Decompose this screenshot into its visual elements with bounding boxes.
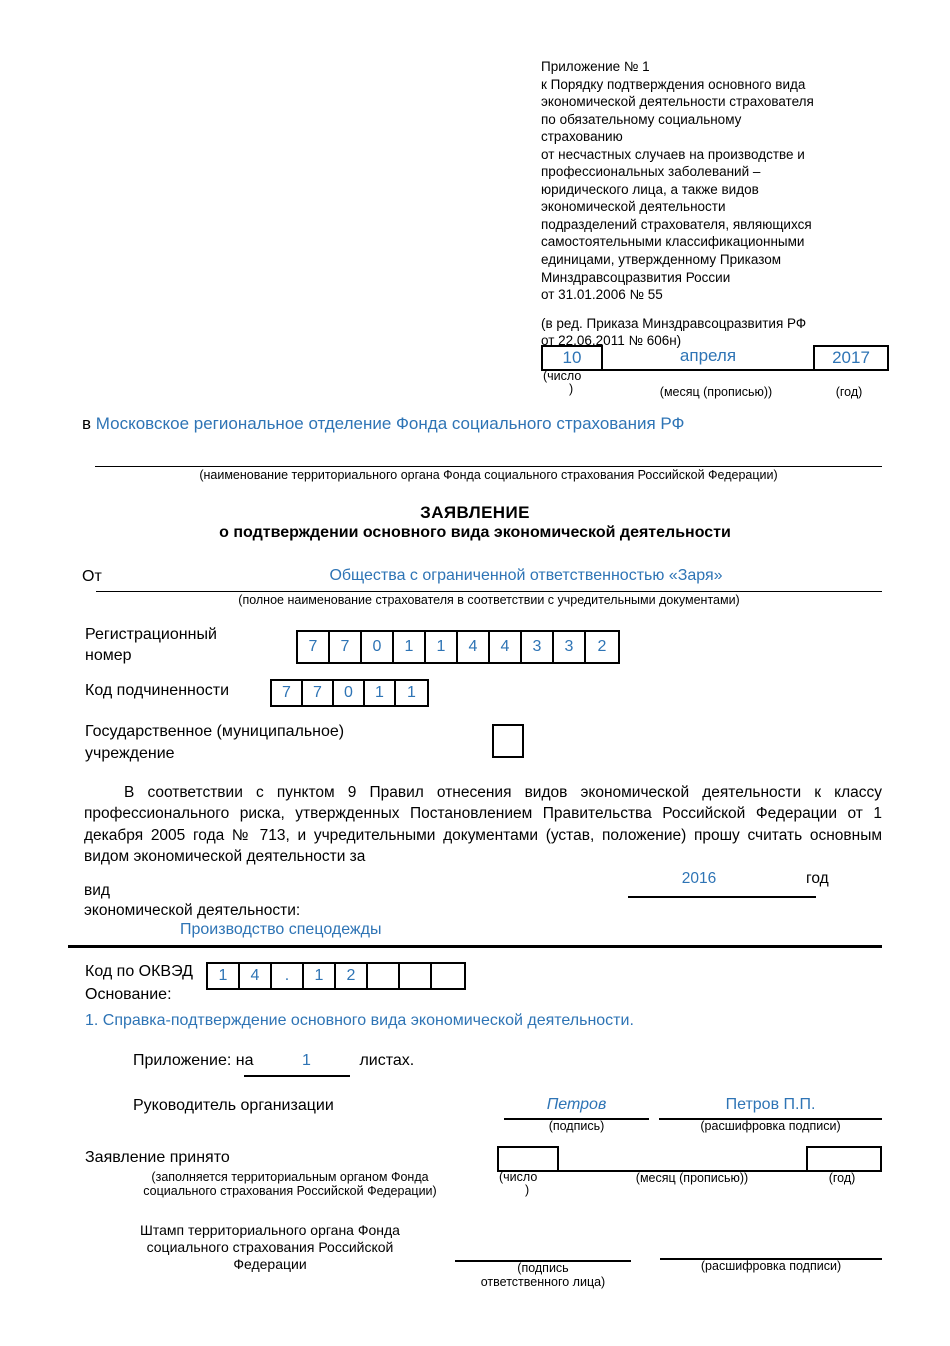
- head-name-field[interactable]: Петров П.П.: [725, 1096, 816, 1113]
- registration-number-field[interactable]: [296, 630, 620, 664]
- page-subtitle: о подтверждении основного вида экономической деятельности: [219, 524, 731, 541]
- addressee-caption: (наименование территориального органа Фонда социального страхования Российской Федерации): [199, 468, 778, 482]
- subordination-code-label: Код подчиненности: [85, 682, 230, 699]
- attachment-underline: [244, 1075, 350, 1077]
- subordination-digit[interactable]: 1: [407, 684, 416, 701]
- header-note-line-9: подразделений страхователя, являющихся: [541, 216, 812, 232]
- header-note-line-10: самостоятельными классификационными: [541, 234, 805, 250]
- registration-digit[interactable]: 4: [490, 632, 522, 662]
- basis-item-1: 1. Справка-подтверждение основного вида экономической деятельности.: [85, 1012, 634, 1029]
- accepted-date-row: [497, 1146, 882, 1172]
- okved-cell[interactable]: .: [272, 964, 304, 988]
- date-month-field[interactable]: апреля: [603, 345, 813, 371]
- header-note-block: [541, 58, 891, 350]
- accepted-day-caption: (число ): [499, 1170, 538, 1198]
- date-day-field[interactable]: 10: [541, 345, 603, 371]
- subordination-digit[interactable]: 0: [334, 681, 365, 705]
- date-row: [541, 345, 889, 371]
- registration-digit[interactable]: 1: [426, 632, 458, 662]
- header-note-line-6: профессиональных заболеваний –: [541, 164, 761, 180]
- okved-cell[interactable]: 1: [208, 964, 240, 988]
- economic-activity-rule: [68, 945, 882, 948]
- header-note-line-5: от несчастных случаев на производстве и: [541, 146, 805, 162]
- okved-cell[interactable]: 4: [240, 964, 272, 988]
- stamp-note: Штамп территориального органа Фонда социального страхования Российской Федерации: [140, 1222, 400, 1273]
- date-month-caption: (месяц (прописью)): [659, 385, 773, 399]
- addressee-value[interactable]: Московское региональное отделение Фонда социального страхования РФ: [95, 414, 685, 433]
- okved-cell[interactable]: [368, 964, 400, 988]
- subordination-digit[interactable]: 7: [303, 681, 334, 705]
- addressee-block: [82, 413, 882, 435]
- header-note-line-3: по обязательному социальному: [541, 111, 742, 127]
- page-title: ЗАЯВЛЕНИЕ: [420, 503, 530, 522]
- from-label: От: [82, 568, 102, 585]
- activity-year-field[interactable]: 2016: [681, 869, 717, 887]
- subordination-digit[interactable]: 1: [365, 681, 396, 705]
- body-paragraph-text: В соответствии с пунктом 9 Правил отнесения видов экономической деятельности к классу профессионального риска, утвержденных Постановлением Правительства Российской Федерации от 1 декабря 2005 года № 713, и учредительными документами (устав, положение) прошу считать основным видом экономической деятельности за: [84, 784, 882, 866]
- date-year-caption: (год): [835, 385, 863, 399]
- okved-code-field[interactable]: [206, 962, 466, 990]
- registration-digit[interactable]: 3: [554, 632, 586, 662]
- okved-label: Код по ОКВЭД: [85, 963, 193, 980]
- application-accepted-note: (заполняется территориальным органом Фонда социального страхования Российской Федерации): [143, 1170, 437, 1199]
- okved-cell[interactable]: [432, 964, 464, 988]
- activity-year-underline: [628, 896, 816, 898]
- subordination-code-field[interactable]: [270, 679, 429, 707]
- basis-label: Основание:: [85, 986, 172, 1003]
- header-note-line-2: экономической деятельности страхователя: [541, 94, 814, 110]
- header-note-line-12: Минздравсоцразвития России: [541, 269, 731, 285]
- accepted-day-field[interactable]: [497, 1146, 559, 1172]
- okved-cell[interactable]: 1: [304, 964, 336, 988]
- application-accepted-label: Заявление принято: [85, 1149, 230, 1166]
- header-revision-line-1: (в ред. Приказа Минздравсоцразвития РФ: [541, 315, 807, 331]
- addressee-rule: [95, 466, 882, 467]
- from-rule: [96, 591, 882, 592]
- vid-word: вид: [84, 882, 110, 899]
- header-note-line-7: юридического лица, а также видов: [541, 181, 759, 197]
- addressee-prefix: в: [82, 414, 96, 433]
- stamp-name-caption: (расшифровка подписи): [700, 1259, 842, 1273]
- attachment-pages-field[interactable]: 1: [302, 1052, 311, 1069]
- registration-digit[interactable]: 1: [394, 632, 426, 662]
- from-caption: (полное наименование страхователя в соответствии с учредительными документами): [238, 593, 740, 607]
- subordination-digit[interactable]: 7: [272, 681, 303, 705]
- header-note-line-8: экономической деятельности: [541, 199, 726, 215]
- head-of-organisation-label: Руководитель организации: [133, 1097, 334, 1114]
- body-paragraph: [84, 782, 882, 889]
- okved-cell[interactable]: 2: [336, 964, 368, 988]
- economic-activity-label: экономической деятельности:: [84, 902, 301, 919]
- header-note-line-4: страхованию: [541, 129, 623, 145]
- registration-digit[interactable]: 3: [522, 632, 554, 662]
- attachment-suffix: листах.: [359, 1052, 415, 1069]
- insured-name-field[interactable]: Общества с ограниченной ответственностью «Заря»: [329, 567, 723, 584]
- government-institution-checkbox[interactable]: [492, 724, 524, 758]
- registration-digit[interactable]: 2: [597, 638, 607, 655]
- header-note-line-11: единицами, утвержденному Приказом: [541, 252, 782, 268]
- accepted-month-field[interactable]: [559, 1146, 806, 1172]
- accepted-year-field[interactable]: [806, 1146, 882, 1172]
- date-year-field[interactable]: 2017: [813, 345, 889, 371]
- registration-number-label: Регистрационный номер: [85, 626, 217, 664]
- economic-activity-field[interactable]: Производство спецодежды: [180, 921, 382, 938]
- date-day-caption: (число ): [543, 369, 582, 397]
- registration-digit[interactable]: 7: [298, 632, 330, 662]
- head-name-caption: (расшифровка подписи): [700, 1119, 841, 1133]
- registration-digit[interactable]: 7: [330, 632, 362, 662]
- year-word: год: [806, 869, 829, 887]
- accepted-date-captions: [497, 1171, 882, 1205]
- registration-digit[interactable]: 0: [362, 632, 394, 662]
- header-note-line-13: от 31.01.2006 № 55: [541, 287, 663, 303]
- accepted-month-caption: (месяц (прописью)): [635, 1171, 749, 1185]
- attachment-prefix: Приложение: на: [133, 1052, 254, 1069]
- head-signature-field[interactable]: Петров: [546, 1096, 607, 1113]
- header-note-line-1: к Порядку подтверждения основного вида: [541, 76, 806, 92]
- stamp-signature-caption: (подпись ответственного лица): [480, 1261, 606, 1289]
- head-signature-caption: (подпись): [548, 1119, 605, 1133]
- date-captions: [541, 370, 889, 404]
- accepted-year-caption: (год): [828, 1171, 856, 1185]
- government-institution-label: Государственное (муниципальное) учреждение: [85, 723, 345, 762]
- registration-digit[interactable]: 4: [458, 632, 490, 662]
- header-revision-line-2: от 22.06.2011 № 606н): [541, 333, 682, 349]
- header-note-line-0: Приложение № 1: [541, 59, 650, 74]
- attachment-row: [133, 1052, 414, 1070]
- okved-cell[interactable]: [400, 964, 432, 988]
